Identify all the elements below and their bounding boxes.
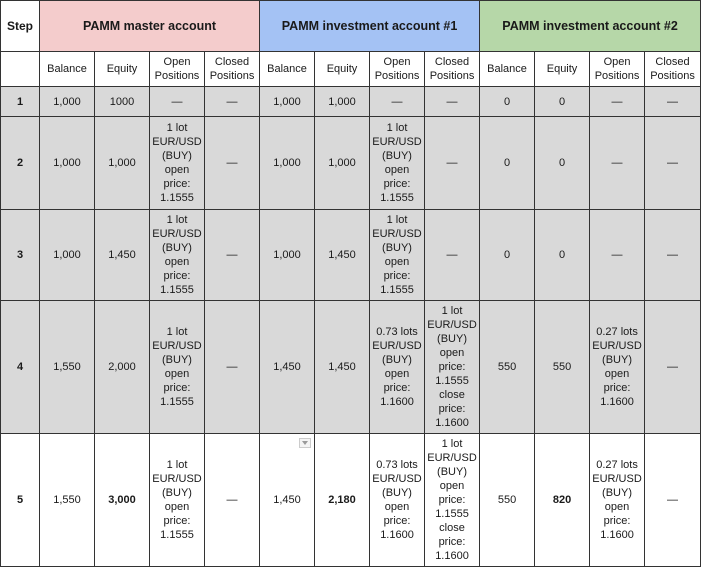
group-header-row bbox=[1, 1, 701, 52]
empty-cell: — bbox=[205, 210, 260, 301]
empty-cell: — bbox=[645, 210, 701, 301]
group-header-investment-2: PAMM investment account #2 bbox=[480, 1, 701, 52]
empty-cell: — bbox=[205, 117, 260, 210]
equity-cell: 0 bbox=[535, 210, 590, 301]
equity-cell: 2,000 bbox=[95, 301, 150, 434]
balance-cell: 1,000 bbox=[40, 87, 95, 117]
equity-cell: 1,450 bbox=[315, 210, 370, 301]
column-header-open-positions: Open Positions bbox=[370, 52, 425, 87]
step-number: 1 bbox=[1, 87, 40, 117]
empty-cell: — bbox=[370, 87, 425, 117]
equity-cell: 1,000 bbox=[95, 117, 150, 210]
position-cell: 1 lot EUR/USD (BUY) open price: 1.1555 bbox=[370, 117, 425, 210]
balance-cell: 1,550 bbox=[40, 301, 95, 434]
table-row bbox=[1, 434, 701, 567]
column-header-balance: Balance bbox=[480, 52, 535, 87]
position-cell: 0.27 lots EUR/USD (BUY) open price: 1.1600 bbox=[590, 434, 645, 567]
position-cell: 1 lot EUR/USD (BUY) open price: 1.1555 close price: 1.1600 bbox=[425, 434, 480, 567]
column-header-balance: Balance bbox=[40, 52, 95, 87]
empty-cell: — bbox=[425, 87, 480, 117]
empty-cell: — bbox=[645, 117, 701, 210]
equity-cell: 1,000 bbox=[315, 117, 370, 210]
balance-cell: 0 bbox=[480, 87, 535, 117]
equity-cell: 1,000 bbox=[315, 87, 370, 117]
column-header-closed-positions: Closed Positions bbox=[645, 52, 701, 87]
equity-cell: 1000 bbox=[95, 87, 150, 117]
equity-cell: 0 bbox=[535, 87, 590, 117]
column-header-equity: Equity bbox=[315, 52, 370, 87]
empty-cell: — bbox=[590, 117, 645, 210]
empty-cell: — bbox=[645, 301, 701, 434]
column-header-equity: Equity bbox=[95, 52, 150, 87]
balance-cell: 1,550 bbox=[40, 434, 95, 567]
position-cell: 0.27 lots EUR/USD (BUY) open price: 1.1600 bbox=[590, 301, 645, 434]
column-header-equity: Equity bbox=[535, 52, 590, 87]
equity-cell: 3,000 bbox=[95, 434, 150, 567]
balance-cell: 0 bbox=[480, 210, 535, 301]
step-number: 5 bbox=[1, 434, 40, 567]
column-header-step-blank bbox=[1, 52, 40, 87]
position-cell: 1 lot EUR/USD (BUY) open price: 1.1555 bbox=[150, 117, 205, 210]
balance-cell: 1,000 bbox=[40, 210, 95, 301]
column-header-closed-positions: Closed Positions bbox=[425, 52, 480, 87]
table-row bbox=[1, 117, 701, 210]
balance-cell: 1,450 bbox=[260, 434, 315, 567]
column-header-balance: Balance bbox=[260, 52, 315, 87]
empty-cell: — bbox=[205, 301, 260, 434]
balance-cell: 550 bbox=[480, 301, 535, 434]
step-number: 3 bbox=[1, 210, 40, 301]
empty-cell: — bbox=[205, 87, 260, 117]
column-header-open-positions: Open Positions bbox=[590, 52, 645, 87]
empty-cell: — bbox=[425, 117, 480, 210]
position-cell: 0.73 lots EUR/USD (BUY) open price: 1.1600 bbox=[370, 301, 425, 434]
table-row bbox=[1, 87, 701, 117]
equity-cell: 550 bbox=[535, 301, 590, 434]
table-row bbox=[1, 210, 701, 301]
balance-cell: 1,450 bbox=[260, 301, 315, 434]
equity-cell: 820 bbox=[535, 434, 590, 567]
position-cell: 1 lot EUR/USD (BUY) open price: 1.1555 bbox=[150, 301, 205, 434]
equity-cell: 1,450 bbox=[315, 301, 370, 434]
column-header-open-positions: Open Positions bbox=[150, 52, 205, 87]
position-cell: 1 lot EUR/USD (BUY) open price: 1.1555 bbox=[370, 210, 425, 301]
position-cell: 0.73 lots EUR/USD (BUY) open price: 1.1600 bbox=[370, 434, 425, 567]
cell-dropdown-icon[interactable] bbox=[299, 438, 311, 448]
column-header-closed-positions: Closed Positions bbox=[205, 52, 260, 87]
position-cell: 1 lot EUR/USD (BUY) open price: 1.1555 bbox=[150, 434, 205, 567]
empty-cell: — bbox=[205, 434, 260, 567]
balance-cell: 1,000 bbox=[40, 117, 95, 210]
empty-cell: — bbox=[645, 87, 701, 117]
position-cell: 1 lot EUR/USD (BUY) open price: 1.1555 bbox=[150, 210, 205, 301]
balance-cell: 1,000 bbox=[260, 117, 315, 210]
empty-cell: — bbox=[590, 210, 645, 301]
step-number: 2 bbox=[1, 117, 40, 210]
group-header-master: PAMM master account bbox=[40, 1, 260, 52]
empty-cell: — bbox=[590, 87, 645, 117]
group-header-investment-1: PAMM investment account #1 bbox=[260, 1, 480, 52]
position-cell: 1 lot EUR/USD (BUY) open price: 1.1555 close price: 1.1600 bbox=[425, 301, 480, 434]
balance-cell: 0 bbox=[480, 117, 535, 210]
column-header-row bbox=[1, 52, 701, 87]
empty-cell: — bbox=[425, 210, 480, 301]
empty-cell: — bbox=[150, 87, 205, 117]
balance-cell: 1,000 bbox=[260, 87, 315, 117]
equity-cell: 2,180 bbox=[315, 434, 370, 567]
balance-cell: 1,000 bbox=[260, 210, 315, 301]
step-header: Step bbox=[1, 1, 40, 52]
empty-cell: — bbox=[645, 434, 701, 567]
equity-cell: 1,450 bbox=[95, 210, 150, 301]
balance-cell: 550 bbox=[480, 434, 535, 567]
table-row bbox=[1, 301, 701, 434]
step-number: 4 bbox=[1, 301, 40, 434]
equity-cell: 0 bbox=[535, 117, 590, 210]
